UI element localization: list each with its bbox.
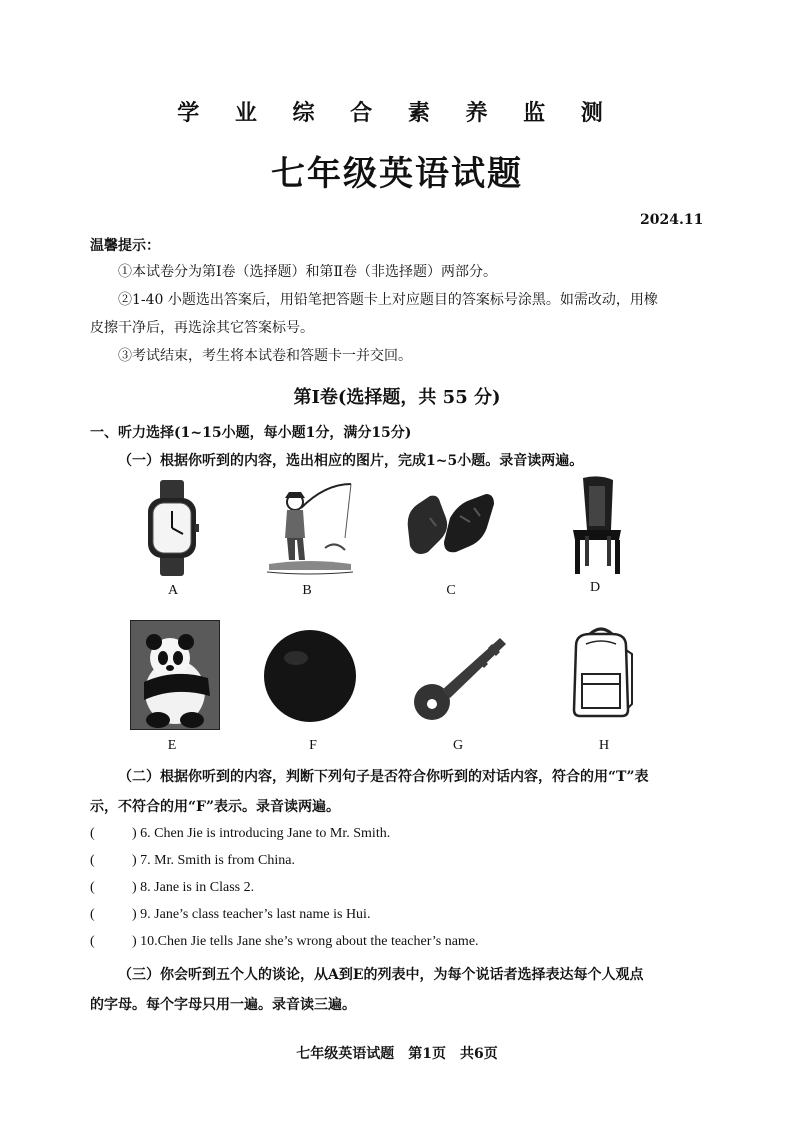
ball-icon <box>262 628 358 724</box>
list-item <box>90 880 254 896</box>
sub-section-3-line-1: （三）你会听到五个人的谈论，从A到E的列表中，为每个说话者选择表达每个人观点 <box>118 967 644 983</box>
picture-letter-b: B <box>302 583 312 598</box>
section-title: 第Ⅰ卷(选择题，共 55 分) <box>293 387 501 408</box>
chair-icon <box>565 474 629 578</box>
answer-paren: ( <box>90 907 95 922</box>
picture-letter-h: H <box>598 738 610 753</box>
exam-subtitle: 学 业 综 合 素 养 监 测 <box>177 100 617 126</box>
question-text: ) 9. Jane’s class teacher’s last name is Hui. <box>132 907 371 922</box>
picture-letter-f: F <box>309 738 317 753</box>
question-text: ) 8. Jane is in Class 2. <box>132 880 255 895</box>
answer-paren: ( <box>90 826 95 841</box>
question-text: ) 10.Chen Jie tells Jane she’s wrong about the teacher’s name. <box>132 934 479 949</box>
sub-section-2-line-2: 示，不符合的用“F”表示。录音读两遍。 <box>90 799 341 815</box>
list-item <box>90 826 390 842</box>
tip-line-2: ②1-40 小题选出答案后，用铅笔把答题卡上对应题目的答案标号涂黑。如需改动，用橡 <box>118 292 658 308</box>
watch-icon <box>140 478 204 578</box>
gloves-icon <box>400 488 500 568</box>
answer-paren: ( <box>90 934 95 949</box>
answer-paren: ( <box>90 880 95 895</box>
part-one-title: 一、听力选择(1~15小题，每小题1分，满分15分) <box>90 425 412 441</box>
tips-heading: 温馨提示： <box>90 238 160 254</box>
answer-paren: ( <box>90 853 95 868</box>
question-text: ) 6. Chen Jie is introducing Jane to Mr. Smith. <box>132 826 391 841</box>
tip-line-3: 皮擦干净后，再选涂其它答案标号。 <box>90 320 314 336</box>
key-icon <box>410 630 510 722</box>
question-text: ) 7. Mr. Smith is from China. <box>132 853 295 868</box>
sub-section-2-line-1: （二）根据你听到的内容，判断下列句子是否符合你听到的对话内容，符合的用“T”表 <box>118 769 649 785</box>
list-item <box>90 934 479 950</box>
sub-section-3-line-2: 的字母。每个字母只用一遍。录音读三遍。 <box>90 997 356 1013</box>
picture-letter-d: D <box>589 580 601 595</box>
picture-letter-a: A <box>167 583 179 598</box>
list-item <box>90 853 295 869</box>
page-footer: 七年级英语试题 第1页 共6页 <box>296 1046 498 1062</box>
tip-line-1: ①本试卷分为第Ⅰ卷（选择题）和第Ⅱ卷（非选择题）两部分。 <box>118 264 498 280</box>
exam-title: 七年级英语试题 <box>271 154 523 194</box>
fishing-boy-icon <box>265 478 355 578</box>
picture-letter-e: E <box>167 738 177 753</box>
tip-line-4: ③考试结束，考生将本试卷和答题卡一并交回。 <box>118 348 412 364</box>
picture-letter-c: C <box>446 583 456 598</box>
picture-letter-g: G <box>452 738 464 753</box>
panda-icon <box>130 620 220 730</box>
backpack-icon <box>568 624 634 720</box>
exam-date: 2024.11 <box>640 212 704 228</box>
list-item <box>90 907 370 923</box>
sub-section-1: （一）根据你听到的内容，选出相应的图片，完成1~5小题。录音读两遍。 <box>118 453 584 469</box>
